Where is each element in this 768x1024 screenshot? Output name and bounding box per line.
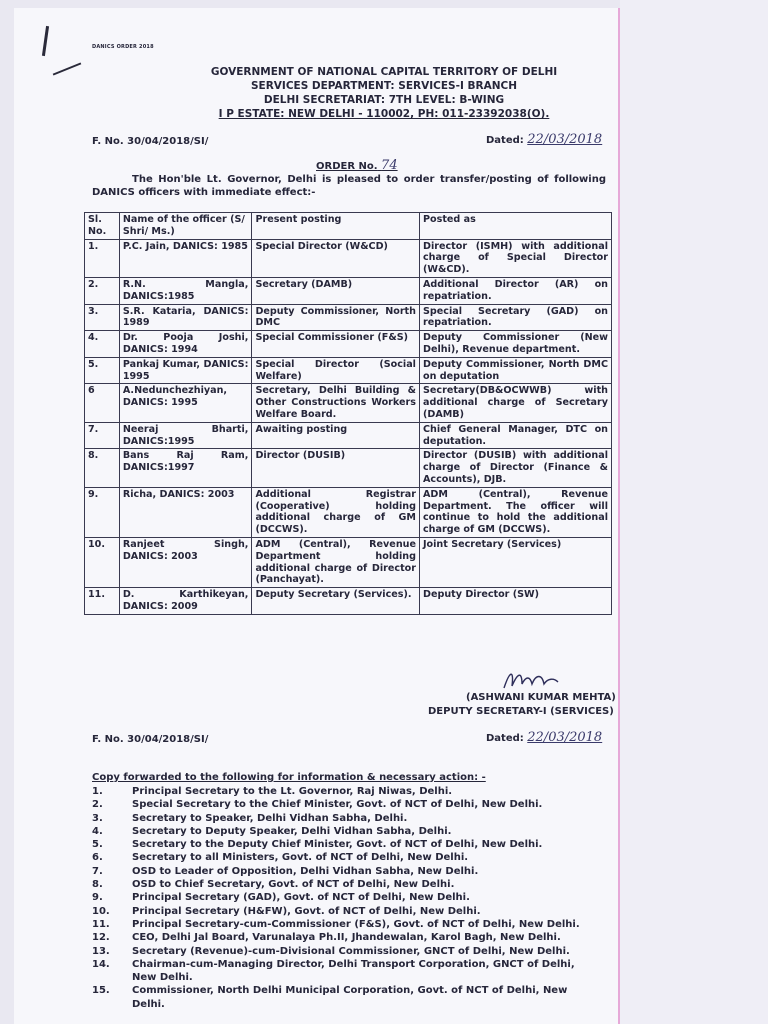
cell-officer-name: D. Karthikeyan, DANICS: 2009 xyxy=(119,588,252,615)
list-item xyxy=(92,838,592,851)
list-item xyxy=(92,812,592,825)
list-item xyxy=(92,931,592,944)
cell-posted-as: Director (DUSIB) with additional charge of Director (Finance & Accounts), DJB. xyxy=(419,449,611,487)
cell-present-posting: Deputy Commissioner, North DMC xyxy=(252,304,420,331)
cell-sl-no: 10. xyxy=(85,537,120,587)
item-text: Principal Secretary (GAD), Govt. of NCT of Delhi, New Delhi. xyxy=(132,892,470,904)
item-number: 11. xyxy=(92,918,110,930)
dated-value: 22/03/2018 xyxy=(527,132,603,147)
item-number: 7. xyxy=(92,865,103,877)
list-item xyxy=(92,945,592,958)
signatory-name: (ASHWANI KUMAR MEHTA) xyxy=(466,692,616,703)
header-department: SERVICES DEPARTMENT: SERVICES-I BRANCH xyxy=(250,80,518,92)
list-item xyxy=(92,918,592,931)
cell-officer-name: Pankaj Kumar, DANICS: 1995 xyxy=(119,357,252,384)
cell-sl-no: 7. xyxy=(85,422,120,449)
cell-present-posting: Special Director (W&CD) xyxy=(252,239,420,277)
item-number: 10. xyxy=(92,905,110,917)
cell-posted-as: ADM (Central), Revenue Department. The officer will continue to hold the additional charge of GM (DCCWS). xyxy=(419,487,611,537)
table-row xyxy=(85,487,612,537)
item-number: 1. xyxy=(92,786,103,797)
cell-present-posting: Secretary, Delhi Building & Other Constructions Workers Welfare Board. xyxy=(252,384,420,422)
cell-officer-name: S.R. Kataria, DANICS: 1989 xyxy=(119,304,252,331)
table-row xyxy=(85,331,612,358)
cell-sl-no: 2. xyxy=(85,277,120,304)
col-header-present-posting: Present posting xyxy=(252,213,420,240)
item-number: 4. xyxy=(92,825,103,837)
list-item xyxy=(92,825,592,838)
cell-posted-as: Director (ISMH) with additional charge of Special Director (W&CD). xyxy=(419,239,611,277)
cell-present-posting: Deputy Secretary (Services). xyxy=(252,588,420,615)
item-text: Principal Secretary-cum-Commissioner (F&S), Govt. of NCT of Delhi, New Delhi. xyxy=(132,918,580,930)
cell-officer-name: P.C. Jain, DANICS: 1985 xyxy=(119,239,252,277)
signatory-designation: DEPUTY SECRETARY-I (SERVICES) xyxy=(428,706,614,717)
list-item xyxy=(92,851,592,864)
cell-present-posting: Special Director (Social Welfare) xyxy=(252,357,420,384)
list-item xyxy=(92,865,592,878)
col-header-posted-as: Posted as xyxy=(419,213,611,240)
cell-officer-name: R.N. Mangla, DANICS:1985 xyxy=(119,277,252,304)
item-number: 14. xyxy=(92,958,110,970)
cell-posted-as: Secretary(DB&OCWWB) with additional charge of Secretary (DAMB) xyxy=(419,384,611,422)
cell-present-posting: Secretary (DAMB) xyxy=(252,277,420,304)
item-text: Secretary to Speaker, Delhi Vidhan Sabha, Delhi. xyxy=(132,812,408,824)
item-text: OSD to Leader of Opposition, Delhi Vidhan Sabha, New Delhi. xyxy=(132,865,479,877)
cell-posted-as: Special Secretary (GAD) on repatriation. xyxy=(419,304,611,331)
table-row xyxy=(85,304,612,331)
item-text: Secretary to Deputy Speaker, Delhi Vidhan Sabha, Delhi. xyxy=(132,825,452,837)
list-item xyxy=(92,958,592,985)
copy-recipient-list xyxy=(92,785,592,1011)
cell-posted-as: Deputy Commissioner (New Delhi), Revenue department. xyxy=(419,331,611,358)
list-item xyxy=(92,984,592,1011)
copy-forwarded-heading: Copy forwarded to the following for information & necessary action: - xyxy=(92,772,486,783)
header-government: GOVERNMENT OF NATIONAL CAPITAL TERRITORY OF DELHI xyxy=(210,66,558,78)
item-number: 2. xyxy=(92,799,103,811)
file-number-copy: F. No. 30/04/2018/SI/ xyxy=(92,734,209,745)
item-number: 8. xyxy=(92,879,103,891)
cell-officer-name: Richa, DANICS: 2003 xyxy=(119,487,252,537)
cell-present-posting: Director (DUSIB) xyxy=(252,449,420,487)
item-text: Secretary to all Ministers, Govt. of NCT of Delhi, New Delhi. xyxy=(132,852,469,864)
cell-sl-no: 6 xyxy=(85,384,120,422)
table-row xyxy=(85,422,612,449)
order-title xyxy=(316,158,398,173)
file-number: F. No. 30/04/2018/SI/ xyxy=(92,136,209,147)
item-number: 6. xyxy=(92,852,103,864)
list-item xyxy=(92,798,592,811)
item-text: Chairman-cum-Managing Director, Delhi Transport Corporation, GNCT of Delhi, New Delhi. xyxy=(132,958,575,984)
header-address: I P ESTATE: NEW DELHI - 110002, PH: 011-23392038(O). xyxy=(218,108,550,120)
list-item xyxy=(92,785,592,798)
cell-sl-no: 11. xyxy=(85,588,120,615)
table-row xyxy=(85,384,612,422)
transfer-table xyxy=(84,212,612,615)
cell-officer-name: Neeraj Bharti, DANICS:1995 xyxy=(119,422,252,449)
item-text: Principal Secretary to the Lt. Governor, Raj Niwas, Delhi. xyxy=(132,786,453,797)
table-row xyxy=(85,277,612,304)
cell-present-posting: Awaiting posting xyxy=(252,422,420,449)
date-line-copy xyxy=(486,730,602,745)
cell-posted-as: Chief General Manager, DTC on deputation. xyxy=(419,422,611,449)
col-header-officer-name: Name of the officer (S/ Shri/ Ms.) xyxy=(119,213,252,240)
date-line xyxy=(486,132,602,147)
cell-posted-as: Deputy Commissioner, North DMC on deputation xyxy=(419,357,611,384)
col-header-sl-no: Sl. No. xyxy=(85,213,120,240)
cell-sl-no: 8. xyxy=(85,449,120,487)
item-text: Principal Secretary (H&FW), Govt. of NCT of Delhi, New Delhi. xyxy=(132,905,481,917)
item-text: CEO, Delhi Jal Board, Varunalaya Ph.II, Jhandewalan, Karol Bagh, New Delhi. xyxy=(132,932,561,944)
cell-sl-no: 4. xyxy=(85,331,120,358)
item-number: 5. xyxy=(92,839,103,851)
item-text: Secretary to the Deputy Chief Minister, Govt. of NCT of Delhi, New Delhi. xyxy=(132,839,543,851)
cell-posted-as: Additional Director (AR) on repatriation. xyxy=(419,277,611,304)
table-header-row xyxy=(85,213,612,240)
order-label: ORDER No. xyxy=(316,161,378,172)
cell-sl-no: 1. xyxy=(85,239,120,277)
item-number: 13. xyxy=(92,945,110,957)
list-item xyxy=(92,905,592,918)
list-item xyxy=(92,878,592,891)
dated-label: Dated: xyxy=(486,135,524,146)
cell-present-posting: Additional Registrar (Cooperative) holding additional charge of GM (DCCWS). xyxy=(252,487,420,537)
cell-present-posting: ADM (Central), Revenue Department holding additional charge of Director (Panchayat). xyxy=(252,537,420,587)
item-text: OSD to Chief Secretary, Govt. of NCT of Delhi, New Delhi. xyxy=(132,879,455,891)
table-row xyxy=(85,357,612,384)
table-row xyxy=(85,588,612,615)
item-number: 3. xyxy=(92,812,103,824)
cell-officer-name: A.Nedunchezhiyan, DANICS: 1995 xyxy=(119,384,252,422)
item-number: 15. xyxy=(92,985,110,997)
table-row xyxy=(85,449,612,487)
cell-sl-no: 5. xyxy=(85,357,120,384)
item-number: 9. xyxy=(92,892,103,904)
cell-posted-as: Joint Secretary (Services) xyxy=(419,537,611,587)
dated-label: Dated: xyxy=(486,733,524,744)
order-number: 74 xyxy=(381,158,398,173)
item-text: Commissioner, North Delhi Municipal Corporation, Govt. of NCT of Delhi, New Delhi. xyxy=(132,985,568,1010)
file-stamp: DANICS ORDER 2018 xyxy=(92,44,154,50)
cell-sl-no: 3. xyxy=(85,304,120,331)
cell-officer-name: Dr. Pooja Joshi, DANICS: 1994 xyxy=(119,331,252,358)
scan-margin xyxy=(620,0,768,1024)
table-row xyxy=(85,537,612,587)
item-number: 12. xyxy=(92,932,110,944)
cell-posted-as: Deputy Director (SW) xyxy=(419,588,611,615)
list-item xyxy=(92,891,592,904)
cell-officer-name: Bans Raj Ram, DANICS:1997 xyxy=(119,449,252,487)
dated-value-copy: 22/03/2018 xyxy=(527,730,603,745)
item-text: Special Secretary to the Chief Minister, Govt. of NCT of Delhi, New Delhi. xyxy=(132,799,543,811)
cell-officer-name: Ranjeet Singh, DANICS: 2003 xyxy=(119,537,252,587)
item-text: Secretary (Revenue)-cum-Divisional Commissioner, GNCT of Delhi, New Delhi. xyxy=(132,945,570,957)
order-intro: The Hon'ble Lt. Governor, Delhi is pleased to order transfer/posting of following DANICS officers with immediate effect:- xyxy=(92,174,606,198)
header-secretariat: DELHI SECRETARIAT: 7TH LEVEL: B-WING xyxy=(263,94,505,106)
table-row xyxy=(85,239,612,277)
cell-present-posting: Special Commissioner (F&S) xyxy=(252,331,420,358)
cell-sl-no: 9. xyxy=(85,487,120,537)
